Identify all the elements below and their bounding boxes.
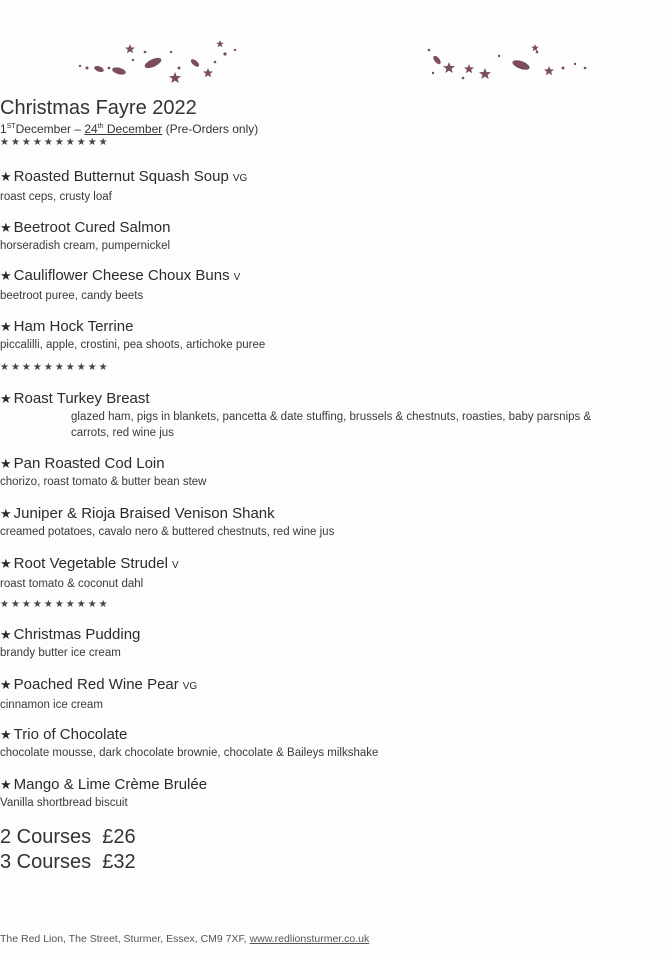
dish-description: brandy butter ice cream (0, 647, 121, 659)
holly-stars-decoration-left (75, 38, 245, 88)
star-icon: ★ (0, 556, 12, 571)
dish-item (0, 726, 672, 761)
star-icon: ★ (0, 677, 12, 692)
start-day: 1 (0, 122, 7, 136)
star-icon: ★ (0, 456, 12, 471)
dish-description: roast ceps, crusty loaf (0, 191, 112, 203)
price-label: 3 Courses (0, 851, 92, 873)
price-amount: £32 (102, 851, 136, 873)
dish-item (0, 676, 672, 713)
footer (0, 933, 672, 945)
price-two-courses (0, 826, 672, 849)
dish-description: Vanilla shortbread biscuit (0, 797, 128, 809)
dish-description: horseradish cream, pumpernickel (0, 240, 171, 252)
dish-name: ★ Roast Turkey Breast (0, 390, 150, 407)
dish-name: ★ Root Vegetable Strudel V (0, 555, 179, 572)
dish-item (0, 505, 672, 540)
dish-description: cinnamon ice cream (0, 699, 103, 711)
star-icon: ★ (0, 627, 12, 642)
pre-order-note: (Pre-Orders only) (162, 122, 259, 136)
dish-description: chocolate mousse, dark chocolate brownie, chocolate & Baileys milkshake (0, 747, 379, 759)
star-icon: ★ (0, 169, 12, 184)
dish-name: ★ Pan Roasted Cod Loin (0, 455, 165, 472)
star-icon: ★ (0, 319, 12, 334)
dish-name: ★ Cauliflower Cheese Choux Buns V (0, 267, 241, 284)
divider-stars: ★★★★★★★★★★ (0, 362, 110, 373)
dish-item (0, 318, 672, 353)
dish-item (0, 168, 672, 205)
dish-description: chorizo, roast tomato & butter bean stew (0, 476, 207, 488)
start-month: December (15, 122, 71, 136)
dietary-tag: VG (232, 173, 248, 184)
dish-description: creamed potatoes, cavalo nero & buttered chestnuts, red wine jus (0, 526, 335, 538)
dish-name: ★ Ham Hock Terrine (0, 318, 134, 335)
dish-description: piccalilli, apple, crostini, pea shoots, artichoke puree (0, 339, 266, 351)
dish-item (0, 390, 672, 441)
price-three-courses (0, 851, 672, 874)
dish-item (0, 776, 672, 811)
dish-item (0, 267, 672, 304)
dish-name: ★ Roasted Butternut Squash Soup VG (0, 168, 248, 185)
dish-name: ★ Christmas Pudding (0, 626, 141, 643)
dietary-tag: V (233, 272, 241, 283)
divider-stars: ★★★★★★★★★★ (0, 137, 110, 148)
dietary-tag: VG (182, 681, 198, 692)
end-day: 24th December (84, 122, 163, 136)
star-icon: ★ (0, 220, 12, 235)
dish-name: ★ Beetroot Cured Salmon (0, 219, 171, 236)
dietary-tag: V (171, 560, 179, 571)
website-link[interactable]: www.redlionsturmer.co.uk (249, 933, 370, 945)
star-icon: ★ (0, 777, 12, 792)
dish-name: ★ Poached Red Wine Pear VG (0, 676, 198, 693)
star-icon: ★ (0, 727, 12, 742)
end-day-suffix: th (97, 123, 104, 130)
holly-stars-decoration-right (425, 38, 595, 88)
footer-address: The Red Lion, The Street, Sturmer, Essex, CM9 7XF, (0, 933, 250, 945)
dish-name: ★ Juniper & Rioja Braised Venison Shank (0, 505, 275, 522)
menu-title: Christmas Fayre 2022 (0, 97, 197, 119)
dish-description: glazed ham, pigs in blankets, pancetta & date stuffing, brussels & chestnuts, roasties, baby parsnips & carrots, red wine jus (71, 411, 592, 439)
star-icon: ★ (0, 506, 12, 521)
divider-stars: ★★★★★★★★★★ (0, 599, 110, 610)
date-separator: – (71, 122, 85, 136)
dish-name: ★ Trio of Chocolate (0, 726, 128, 743)
dish-description: roast tomato & coconut dahl (0, 578, 144, 590)
dish-description: beetroot puree, candy beets (0, 290, 144, 302)
star-icon: ★ (0, 268, 12, 283)
star-icon: ★ (0, 391, 12, 406)
dish-item (0, 626, 672, 661)
dish-item (0, 455, 672, 490)
start-day-suffix: ST (6, 123, 16, 130)
dish-item (0, 219, 672, 254)
price-amount: £26 (102, 826, 136, 848)
menu-dates (0, 122, 672, 136)
price-label: 2 Courses (0, 826, 92, 848)
dish-item (0, 555, 672, 592)
dish-name: ★ Mango & Lime Crème Brulée (0, 776, 208, 793)
end-month: December (103, 122, 163, 136)
